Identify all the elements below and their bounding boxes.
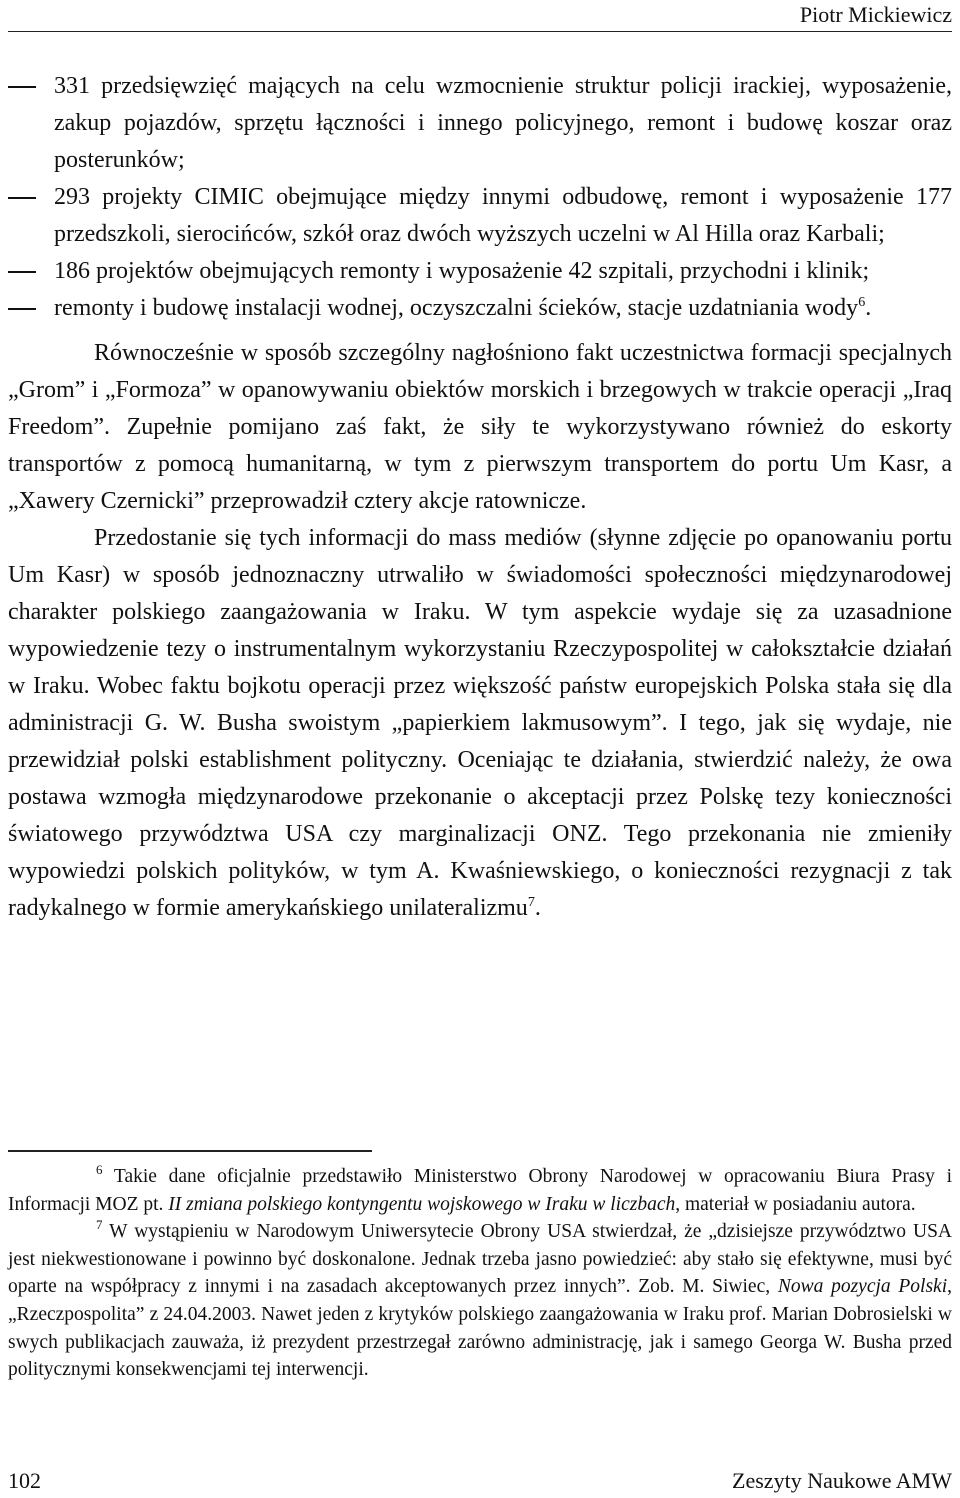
dash-bullet-icon [8, 308, 36, 310]
running-footer [8, 1467, 952, 1495]
bullet-end: . [865, 295, 872, 321]
footnote-text: , „Rzeczpospolita” z 24.04.2003. Nawet jeden z krytyków polskiego zaangażowania w Iraku prof. Marian Dobrosielski w swych publikacjach zauważa, iż prezydent przestrzegał zarówno administrację, jak i samego Georga W. Busha przed politycznymi konsekwencjami tej interwencji. [8, 1276, 952, 1381]
footnote-6 [8, 1163, 952, 1218]
bullet-text: remonty i budowę instalacji wodnej, oczyszczalni ścieków, stacje uzdatniania wody [54, 295, 859, 321]
bullet-text: 186 projektów obejmujących remonty i wyposażenie 42 szpitali, przychodni i klinik; [54, 258, 870, 284]
footnote-title: Nowa pozycja Polski [777, 1276, 948, 1298]
footnotes-section [8, 1163, 952, 1384]
bullet-item [8, 68, 952, 179]
dash-bullet-icon [8, 271, 36, 273]
dash-bullet-icon [8, 197, 36, 199]
header-author: Piotr Mickiewicz [799, 2, 952, 27]
paragraph-end: . [534, 895, 541, 921]
footnote-text: , materiał w posiadaniu autora. [675, 1193, 916, 1215]
paragraph-text: Przedostanie się tych informacji do mass mediów (słynne zdjęcie po opanowaniu portu Um Kasr) w sposób jednoznaczny utrwaliło w świadomości społeczności międzynarodowej charakter polskiego zaangażowania w Iraku. W tym aspekcie wydaje się za uzasadnione wypowiedzenie tezy o instrumentalnym wykorzystaniu Rzeczypospolitej w całokształcie działań w Iraku. Wobec faktu bojkotu operacji przez większość państw europejskich Polska stała się dla administracji G. W. Busha swoistym „papierkiem lakmusowym”. I tego, jak się wydaje, nie przewidział polski establishment polityczny. Oceniając te działania, stwierdzić należy, że owa postawa wzmogła międzynarodowe przekonanie o akceptacji przez Polskę tezy konieczności światowego przywództwa USA czy marginalizacji ONZ. Tego przekonania nie zmieniły wypowiedzi polskich polityków, w tym A. Kwaśniewskiego, o konieczności rezygnacji z tak radykalnego w formie amerykańskiego unilateralizmu [8, 525, 952, 921]
paragraph [8, 335, 952, 520]
paragraph [8, 520, 952, 927]
journal-title: Zeszyty Naukowe AMW [732, 1468, 952, 1493]
footnote-reference[interactable]: 6 [858, 295, 866, 310]
footnote-title: II zmiana polskiego kontyngentu wojskowego w Iraku w liczbach [168, 1193, 676, 1215]
bullet-text: 331 przedsięwzięć mających na celu wzmocnienie struktur policji irackiej, wyposażenie, zakup pojazdów, sprzętu łączności i innego policyjnego, remont i budowę koszar oraz posterunków; [54, 73, 952, 173]
footnote-mark: 6 [96, 1162, 103, 1177]
footnote-separator [8, 1150, 372, 1152]
footnote-text: W wystąpieniu w Narodowym Uniwersytecie Obrony USA stwierdzał, że „dzisiejsze przywództwo USA jest niekwestionowane i powinno być doskonalone. Jednak trzeba jasno powiedzieć: aby stało się efektywne, musi być oparte na współpracy z innymi i na zasadach akceptowanych przez innych”. Zob. M. Siwiec, [8, 1221, 952, 1298]
page-number: 102 [8, 1468, 41, 1493]
footnote-7 [8, 1218, 952, 1384]
dash-bullet-icon [8, 86, 36, 88]
bullet-item [8, 179, 952, 253]
running-header [8, 0, 952, 32]
bullet-item [8, 290, 952, 327]
bullet-text: 293 projekty CIMIC obejmujące między innymi odbudowę, remont i wyposażenie 177 przedszkoli, sierocińców, szkół oraz dwóch wyższych uczelni w Al Hilla oraz Karbali; [54, 184, 952, 247]
bullet-list [8, 68, 952, 327]
bullet-item [8, 253, 952, 290]
paragraph-text: Równocześnie w sposób szczególny nagłośniono fakt uczestnictwa formacji specjalnych „Grom” i „Formoza” w opanowywaniu obiektów morskich i brzegowych w trakcie operacji „Iraq Freedom”. Zupełnie pomijano zaś fakt, że siły te wykorzystywano również do eskorty transportów z pomocą humanitarną, w tym z pierwszym transportem do portu Um Kasr, a „Xawery Czernicki” przeprowadził cztery akcje ratownicze. [8, 340, 952, 514]
footnote-text: Takie dane oficjalnie przedstawiło Ministerstwo Obrony Narodowej w opracowaniu Biura Prasy i Informacji MOZ pt. [8, 1166, 953, 1215]
footnote-reference[interactable]: 7 [527, 895, 535, 910]
main-text [8, 68, 952, 927]
footnote-mark: 7 [96, 1217, 103, 1233]
